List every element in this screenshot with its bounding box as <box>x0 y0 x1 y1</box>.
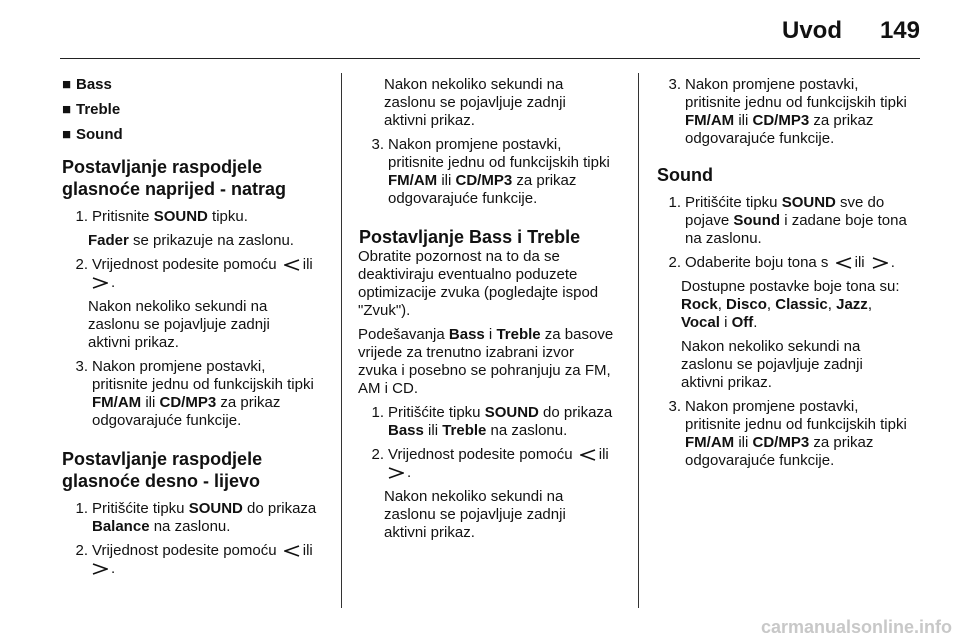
bullet-item: ■ Treble <box>62 101 121 118</box>
bullet-item: ■ Sound <box>62 126 123 143</box>
square-bullet-icon: ■ <box>62 76 72 93</box>
arrow-right-icon <box>872 257 888 269</box>
list-subtext: Dostupne postavke boje tona su: Rock, Disco, Classic, Jazz, Vocal i Off. <box>681 278 900 331</box>
watermark: carmanualsonline.info <box>760 617 952 637</box>
header-title: Uvod <box>782 17 842 44</box>
section-heading: Postavljanje raspodjele glasnoće naprijed - natrag <box>62 157 287 199</box>
arrow-left-icon <box>836 257 852 269</box>
list-item: 3. Nakon promjene postavki, pritisnite jednu od funkcijskih tipki FM/AM ili CD/MP3 za prikaz odgovarajuće funkcije. <box>668 76 907 147</box>
column-2 <box>358 76 630 548</box>
square-bullet-icon: ■ <box>62 101 72 118</box>
section-heading: Postavljanje raspodjele glasnoće desno - lijevo <box>62 449 263 491</box>
section-heading: Sound <box>657 165 713 185</box>
list-item: 3. Nakon promjene postavki, pritisnite jednu od funkcijskih tipki FM/AM ili CD/MP3 za prikaz odgovarajuće funkcije. <box>371 136 610 207</box>
list-subtext: Fader se prikazuje na zaslonu. <box>88 232 294 249</box>
arrow-left-icon <box>284 545 300 557</box>
section-heading: Postavljanje Bass i Treble <box>359 227 581 247</box>
list-subtext: Nakon nekoliko sekundi na zaslonu se pojavljuje zadnji aktivni prikaz. <box>88 298 270 351</box>
arrow-left-icon <box>580 449 596 461</box>
list-item: 1. Pritišćite tipku SOUND do prikaza Bass ili Treble na zaslonu. <box>371 404 613 439</box>
arrow-right-icon <box>92 563 108 575</box>
paragraph: Obratite pozornost na to da se deaktiviraju eventualno poduzete optimizacije zvuka (pogledajte ispod "Zvuk"). <box>358 248 599 319</box>
list-item: 2. Odaberite boju tona s ili . <box>668 254 895 271</box>
paragraph: Podešavanja Bass i Treble za basove vrijede za trenutno izabrani izvor zvuka i posebno se pohranjuju za FM, AM i CD. <box>358 326 614 397</box>
arrow-right-icon <box>388 467 404 479</box>
list-item: 1. Pritišćite tipku SOUND sve do pojave Sound i zadane boje tona na zaslonu. <box>668 194 907 247</box>
list-item: 2. Vrijednost podesite pomoću ili . <box>75 256 313 291</box>
list-subtext: Nakon nekoliko sekundi na zaslonu se pojavljuje zadnji aktivni prikaz. <box>384 488 566 541</box>
list-subtext: Nakon nekoliko sekundi na zaslonu se pojavljuje zadnji aktivni prikaz. <box>681 338 863 391</box>
list-item: 2. Vrijednost podesite pomoću ili . <box>75 542 313 577</box>
column-1 <box>62 76 332 584</box>
list-item: 3. Nakon promjene postavki, pritisnite jednu od funkcijskih tipki FM/AM ili CD/MP3 za prikaz odgovarajuće funkcije. <box>75 358 314 429</box>
header-rule <box>60 58 920 59</box>
column-3 <box>655 76 925 476</box>
list-item: 3. Nakon promjene postavki, pritisnite jednu od funkcijskih tipki FM/AM ili CD/MP3 za prikaz odgovarajuće funkcije. <box>668 398 907 469</box>
arrow-left-icon <box>284 259 300 271</box>
bullet-item: ■ Bass <box>62 76 112 93</box>
list-item: 2. Vrijednost podesite pomoću ili . <box>371 446 609 481</box>
page-number: 149 <box>879 17 920 44</box>
page-header <box>0 0 960 60</box>
arrow-right-icon <box>92 277 108 289</box>
column-divider-2 <box>638 73 639 608</box>
list-item: 1. Pritišćite tipku SOUND do prikaza Balance na zaslonu. <box>75 500 317 535</box>
square-bullet-icon: ■ <box>62 126 72 143</box>
list-item: 1. Pritisnite SOUND tipku. <box>75 208 248 225</box>
continued-text: Nakon nekoliko sekundi na zaslonu se pojavljuje zadnji aktivni prikaz. <box>384 76 566 129</box>
column-divider-1 <box>341 73 342 608</box>
